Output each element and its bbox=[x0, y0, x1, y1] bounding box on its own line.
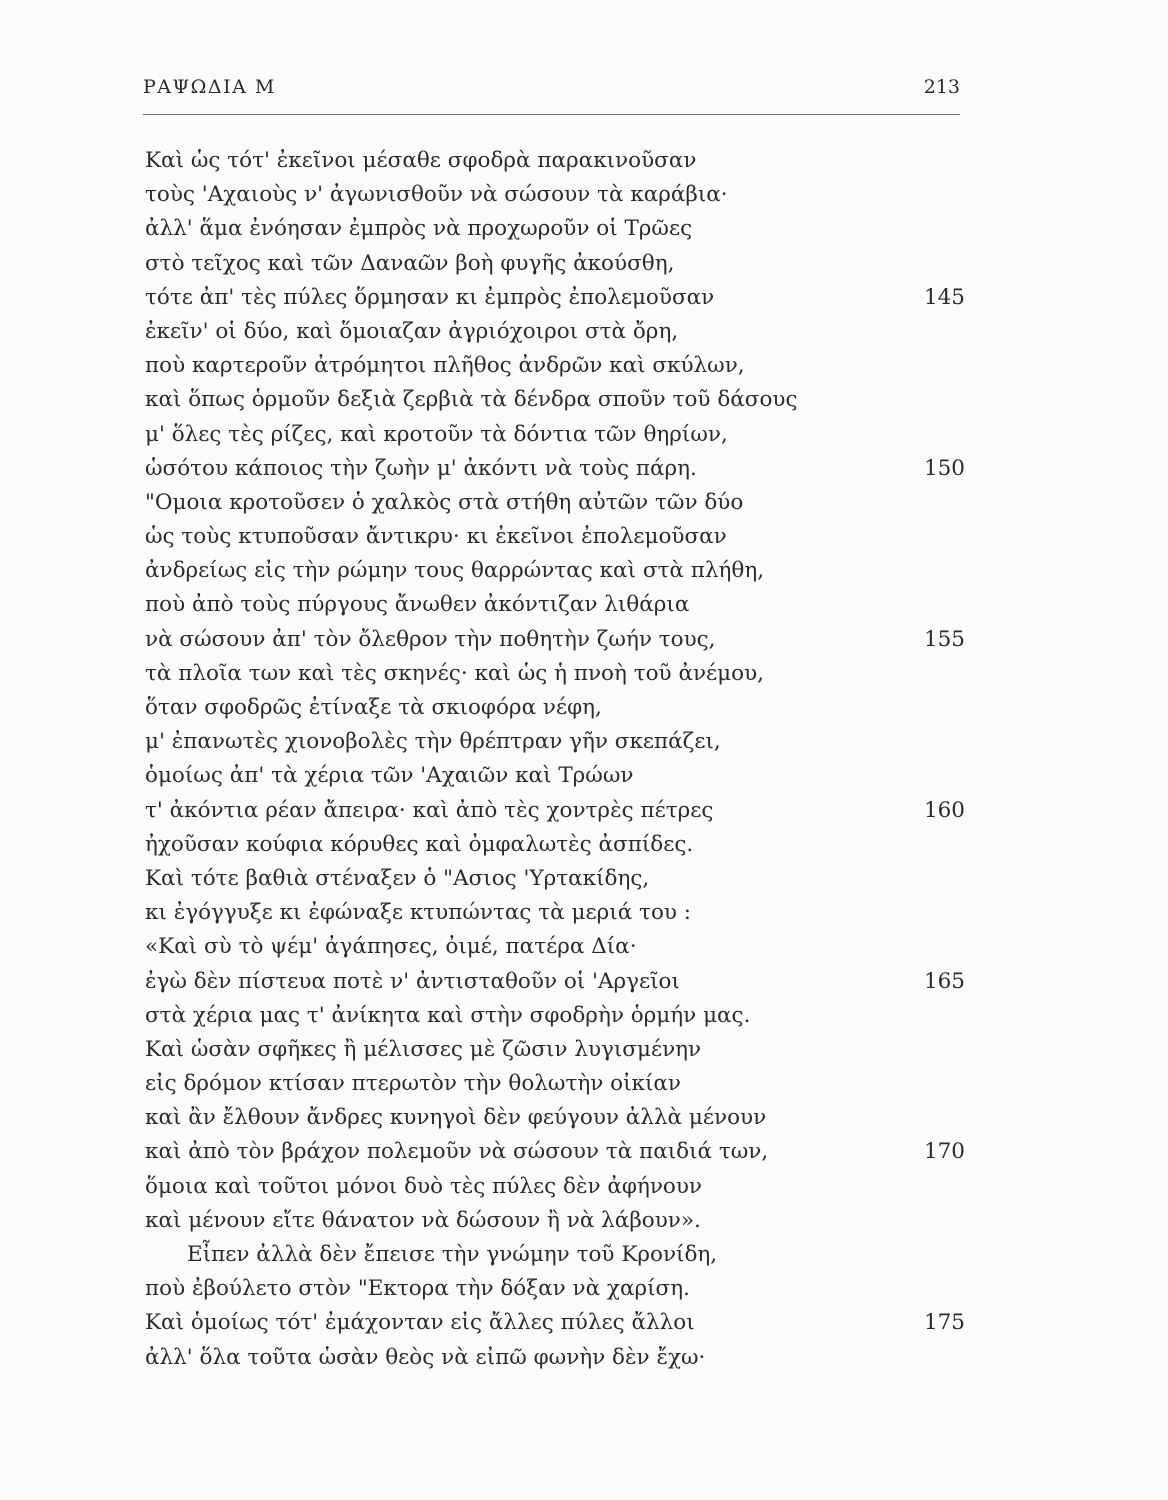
verse-text: μ' ἐπανωτὲς χιονοβολὲς τὴν θρέπτραν γῆν σκεπάζει, bbox=[145, 729, 721, 755]
verse-text: καὶ μένουν εἴτε θάνατον νὰ δώσουν ἢ νὰ λάβουν». bbox=[145, 1207, 701, 1233]
verse-line bbox=[145, 1033, 965, 1067]
verse-text: ποὺ ἐβούλετο στὸν "Εκτορα τὴν δόξαν νὰ χαρίση. bbox=[145, 1276, 690, 1302]
verse-line bbox=[145, 930, 965, 964]
verse-line bbox=[145, 247, 965, 281]
verse-text: ἀνδρείως εἰς τὴν ρώμην τους θαρρώντας καὶ στὰ πλήθη, bbox=[145, 558, 765, 584]
verse-line bbox=[145, 1067, 965, 1101]
verse-text: τοὺς 'Αχαιοὺς ν' ἀγωνισθοῦν νὰ σώσουν τὰ καράβια· bbox=[145, 182, 728, 208]
verse-line bbox=[145, 452, 965, 486]
verse-text: «Καὶ σὺ τὸ ψέμ' ἀγάπησες, ὀιμέ, πατέρα Δία· bbox=[145, 934, 637, 960]
verse-text: ὁμοίως ἀπ' τὰ χέρια τῶν 'Αχαιῶν καὶ Τρώων bbox=[145, 763, 634, 789]
verse-line bbox=[145, 691, 965, 725]
verse-text: ποὺ ἀπὸ τοὺς πύργους ἄνωθεν ἀκόντιζαν λιθάρια bbox=[145, 592, 690, 618]
verse-text: στὸ τεῖχος καὶ τῶν Δαναῶν βοὴ φυγῆς ἀκούσθη, bbox=[145, 250, 675, 276]
verse-line bbox=[145, 623, 965, 657]
verse-line bbox=[145, 896, 965, 930]
poem-body bbox=[145, 144, 965, 1375]
verse-line bbox=[145, 144, 965, 178]
verse-text: ὅταν σφοδρῶς ἐτίναξε τὰ σκιοφόρα νέφη, bbox=[145, 695, 602, 720]
verse-line bbox=[145, 999, 965, 1033]
verse-line bbox=[145, 1306, 965, 1340]
verse-text: τὰ πλοῖα των καὶ τὲς σκηνές· καὶ ὡς ἡ πνοὴ τοῦ ἀνέμου, bbox=[145, 660, 764, 686]
header-rule bbox=[143, 114, 960, 115]
verse-text: στὰ χέρια μας τ' ἀνίκητα καὶ στὴν σφοδρὴν ὁρμήν μας. bbox=[145, 1002, 751, 1028]
line-number: 160 bbox=[923, 797, 965, 823]
page-number: 213 bbox=[923, 76, 960, 98]
verse-text: Καὶ ὁμοίως τότ' ἐμάχονταν εἰς ἄλλες πύλες ἄλλοι bbox=[145, 1310, 695, 1336]
verse-text: "Ομοια κροτοῦσεν ὁ χαλκὸς στὰ στήθη αὐτῶν τῶν δύο bbox=[145, 489, 744, 515]
verse-text: εἰς δρόμον κτίσαν πτερωτὸν τὴν θολωτὴν οἰκίαν bbox=[145, 1071, 681, 1097]
verse-text: τ' ἀκόντια ρέαν ἄπειρα· καὶ ἀπὸ τὲς χοντρὲς πέτρες bbox=[145, 797, 714, 823]
verse-text: Εἶπεν ἀλλὰ δὲν ἔπεισε τὴν γνώμην τοῦ Κρονίδη, bbox=[187, 1242, 718, 1267]
verse-line bbox=[145, 862, 965, 896]
verse-line bbox=[145, 1170, 965, 1204]
verse-line bbox=[145, 965, 965, 999]
line-number: 165 bbox=[923, 968, 965, 994]
verse-text: μ' ὅλες τὲς ρίζες, καὶ κροτοῦν τὰ δόντια τῶν θηρίων, bbox=[145, 421, 728, 447]
verse-text: Καὶ ὡσὰν σφῆκες ἢ μέλισσες μὲ ζῶσιν λυγισμένην bbox=[145, 1036, 702, 1062]
verse-line bbox=[145, 212, 965, 246]
verse-text: νὰ σώσουν ἀπ' τὸν ὄλεθρον τὴν ποθητὴν ζωήν τους, bbox=[145, 626, 716, 652]
verse-text: καὶ ἂν ἔλθουν ἄνδρες κυνηγοὶ δὲν φεύγουν ἀλλὰ μένουν bbox=[145, 1105, 767, 1131]
verse-line bbox=[145, 1204, 965, 1238]
line-number: 145 bbox=[923, 284, 965, 310]
verse-text: ἀλλ' ἅμα ἐνόησαν ἐμπρὸς νὰ προχωροῦν οἱ Τρῶες bbox=[145, 216, 693, 242]
verse-line bbox=[145, 418, 965, 452]
page-header bbox=[143, 76, 960, 106]
verse-text: ἀλλ' ὅλα τοῦτα ὡσὰν θεὸς νὰ εἰπῶ φωνὴν δὲν ἔχω· bbox=[145, 1344, 706, 1370]
verse-line bbox=[145, 1238, 965, 1272]
line-number: 170 bbox=[923, 1139, 965, 1165]
verse-text: κι ἐγόγγυξε κι ἐφώναξε κτυπώντας τὰ μεριά του : bbox=[145, 900, 692, 926]
verse-text: καὶ ὅπως ὁρμοῦν δεξιὰ ζερβιὰ τὰ δένδρα σποῦν τοῦ δάσους bbox=[145, 387, 798, 413]
verse-line bbox=[145, 1272, 965, 1306]
verse-text: ἠχοῦσαν κούφια κόρυθες καὶ ὀμφαλωτὲς ἀσπίδες. bbox=[145, 831, 694, 857]
verse-text: ποὺ καρτεροῦν ἀτρόμητοι πλῆθος ἀνδρῶν καὶ σκύλων, bbox=[145, 353, 745, 379]
verse-text: ὡς τοὺς κτυποῦσαν ἄντικρυ· κι ἐκεῖνοι ἐπολεμοῦσαν bbox=[145, 524, 727, 550]
verse-line bbox=[145, 1341, 965, 1375]
verse-text: καὶ ἀπὸ τὸν βράχον πολεμοῦν νὰ σώσουν τὰ παιδιά των, bbox=[145, 1139, 769, 1165]
verse-line bbox=[145, 725, 965, 759]
verse-text: Καὶ τότε βαθιὰ στέναξεν ὁ "Ασιος 'Υρτακίδης, bbox=[145, 865, 650, 891]
verse-line bbox=[145, 1101, 965, 1135]
verse-line bbox=[145, 520, 965, 554]
verse-text: ἐκεῖν' οἱ δύο, καὶ ὅμοιαζαν ἀγριόχοιροι στὰ ὄρη, bbox=[145, 318, 679, 344]
verse-line bbox=[145, 349, 965, 383]
verse-line bbox=[145, 828, 965, 862]
verse-line bbox=[145, 486, 965, 520]
verse-text: Καὶ ὡς τότ' ἐκεῖνοι μέσαθε σφοδρὰ παρακινοῦσαν bbox=[145, 148, 697, 173]
verse-text: ὡσότου κάποιος τὴν ζωὴν μ' ἀκόντι νὰ τοὺς πάρη. bbox=[145, 455, 697, 481]
verse-line bbox=[145, 588, 965, 622]
verse-line bbox=[145, 554, 965, 588]
verse-line bbox=[145, 178, 965, 212]
verse-text: ἐγὼ δὲν πίστευα ποτὲ ν' ἀντισταθοῦν οἱ 'Αργεῖοι bbox=[145, 968, 680, 994]
verse-line bbox=[145, 281, 965, 315]
verse-line bbox=[145, 794, 965, 828]
verse-line bbox=[145, 657, 965, 691]
verse-line bbox=[145, 759, 965, 793]
line-number: 150 bbox=[923, 455, 965, 481]
running-title: ΡΑΨΩΔΙΑ Μ bbox=[143, 76, 276, 98]
verse-line bbox=[145, 383, 965, 417]
verse-text: τότε ἀπ' τὲς πύλες ὅρμησαν κι ἐμπρὸς ἐπολεμοῦσαν bbox=[145, 284, 715, 310]
verse-line bbox=[145, 315, 965, 349]
verse-line bbox=[145, 1135, 965, 1169]
line-number: 155 bbox=[923, 626, 965, 652]
verse-text: ὅμοια καὶ τοῦτοι μόνοι δυὸ τὲς πύλες δὲν ἀφήνουν bbox=[145, 1173, 703, 1199]
line-number: 175 bbox=[923, 1310, 965, 1336]
